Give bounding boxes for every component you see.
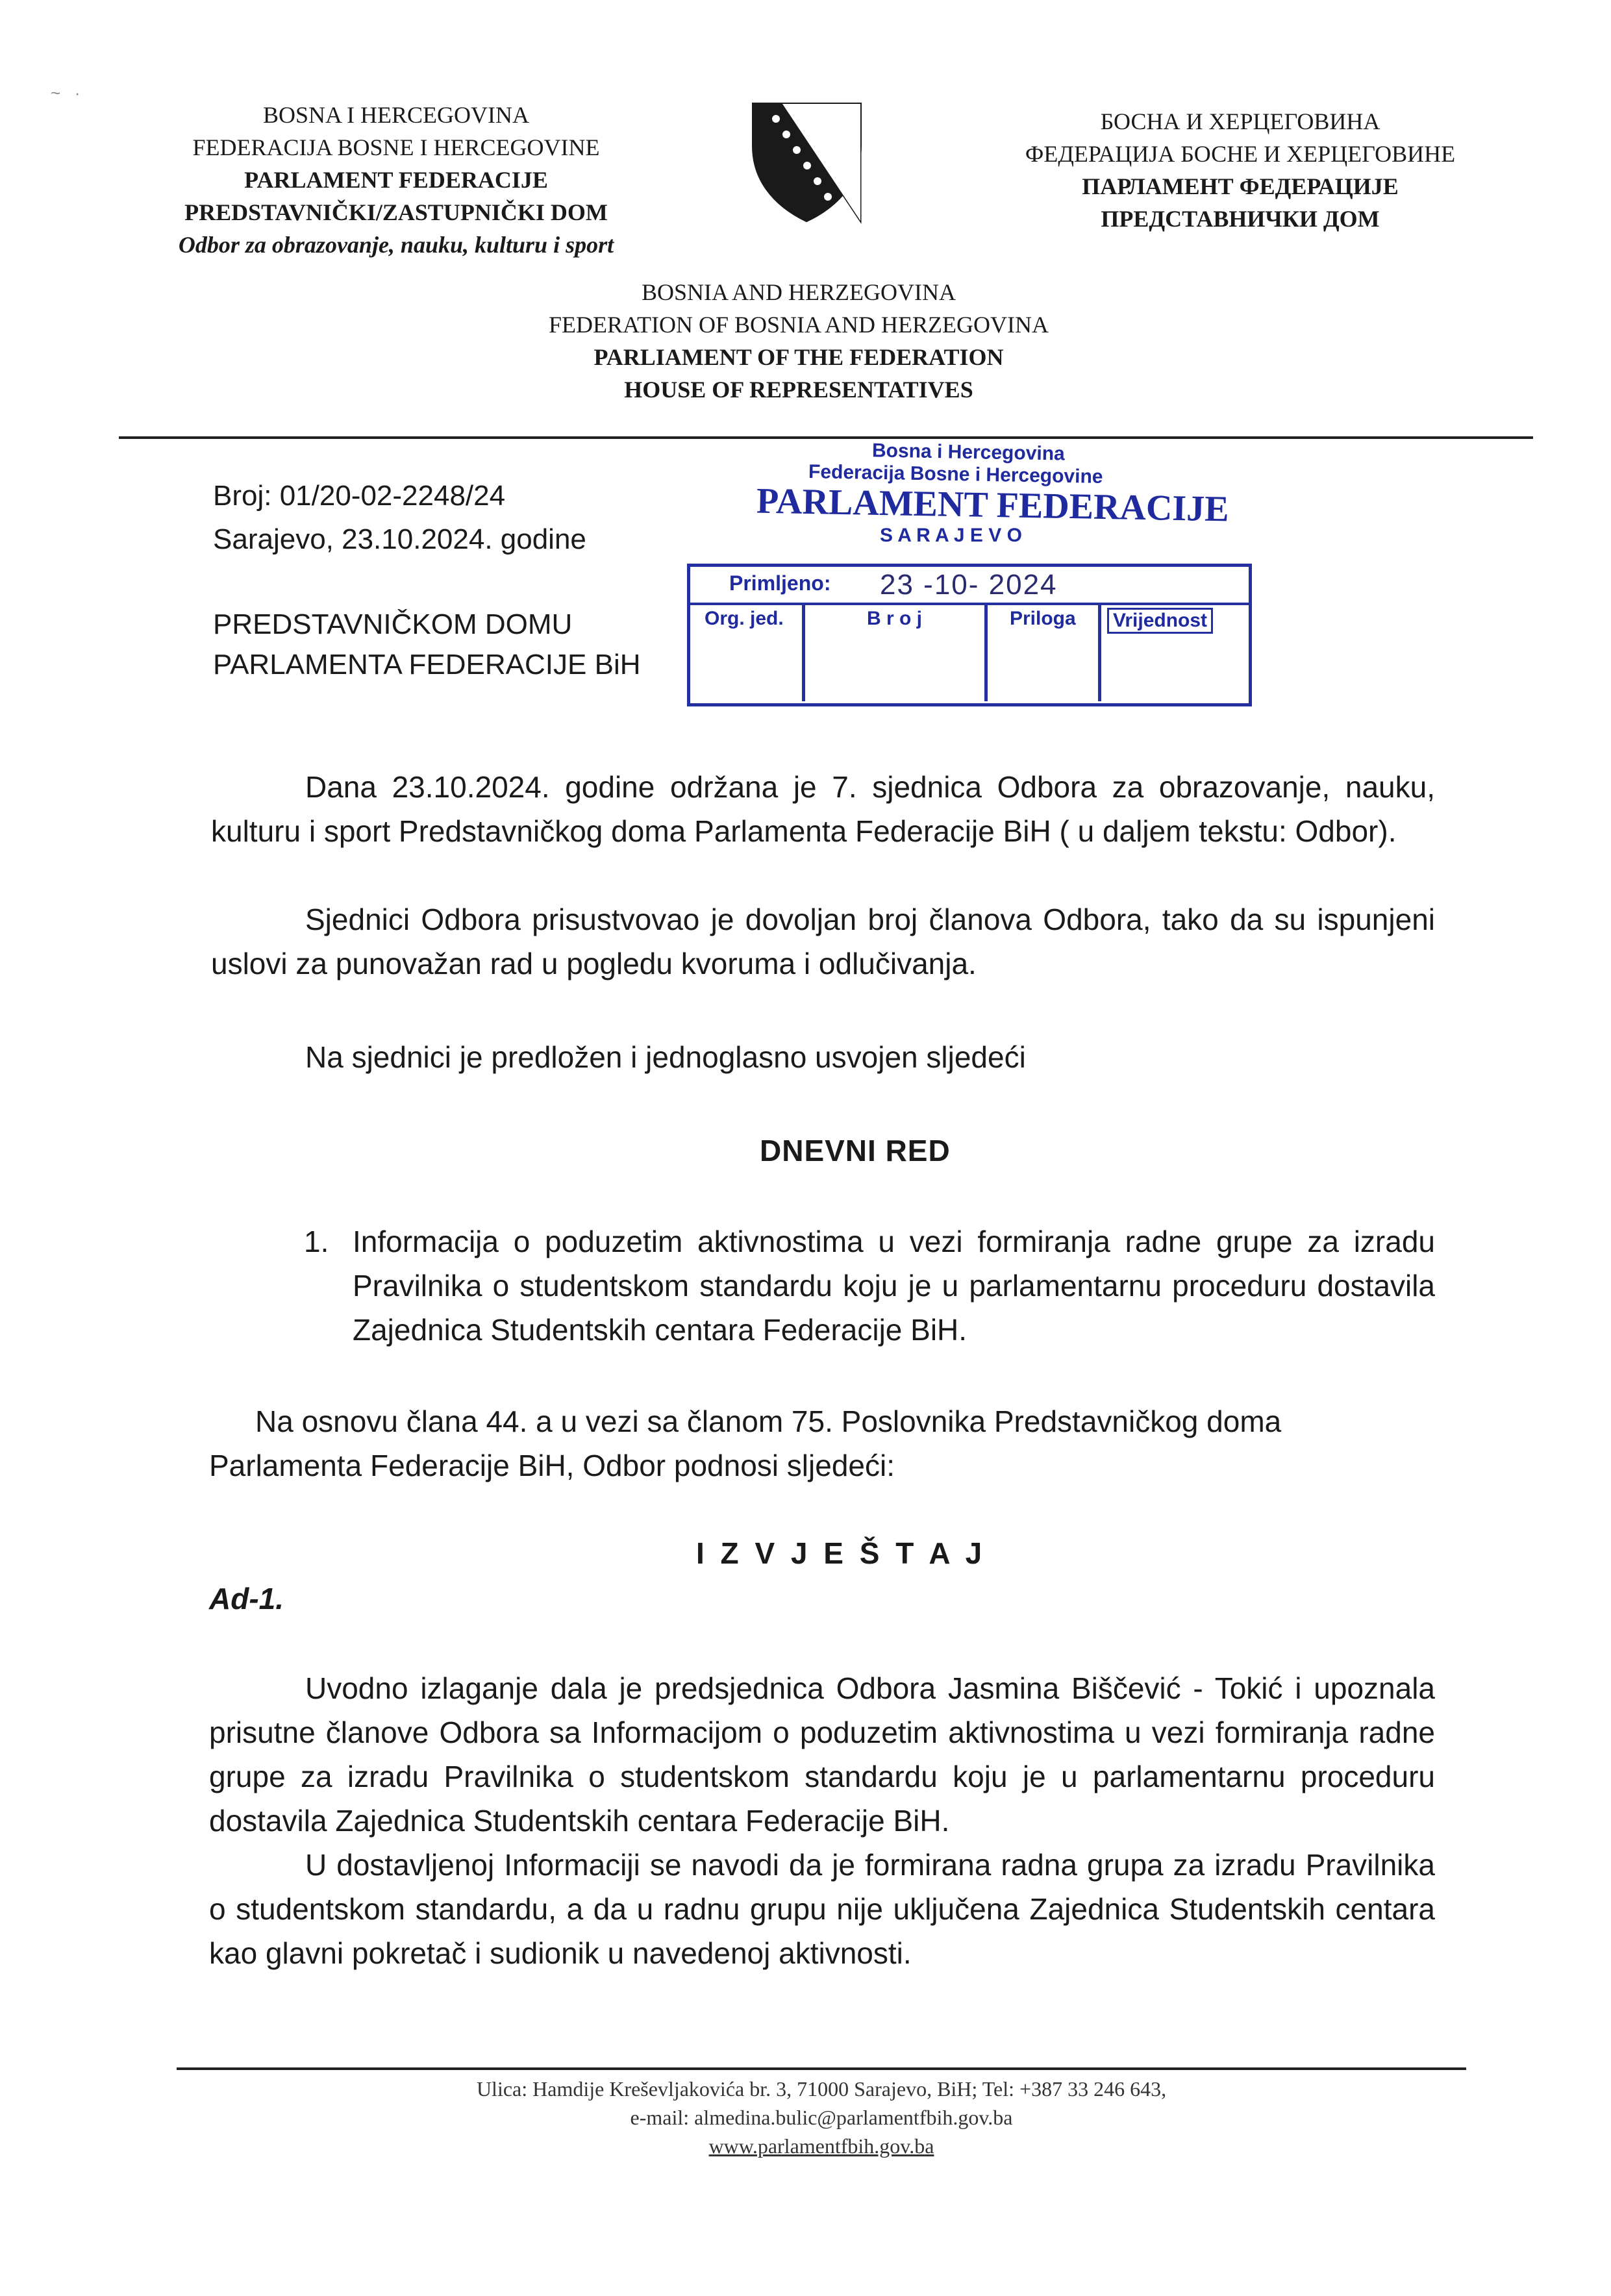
report-title: I Z V J E Š T A J [696, 1536, 986, 1570]
paragraph-6-text: U dostavljenoj Informaciji se navodi da je formirana radna grupa za izradu Pravilnika o studentskom standardu, a da u radnu grupu nije uključena Zajednica Studentskih centara kao glavni pokretač i sudionik u navedenoj aktivnosti. [209, 1848, 1435, 1970]
footer [177, 2075, 1466, 2160]
header-left-line1: BOSNA I HERCEGOVINA [262, 102, 529, 128]
stamp-received-label: Primljeno: [729, 571, 831, 595]
footer-divider [177, 2067, 1466, 2070]
recipient-line1: PREDSTAVNIČKOM DOMU [213, 608, 573, 640]
stamp-line3: PARLAMENT FEDERACIJE [756, 480, 1230, 530]
header-right-line2: ФЕДЕРАЦИЈА БОСНЕ И ХЕРЦЕГОВИНЕ [1025, 141, 1456, 167]
stamp-col-vrijednost: Vrijednost [1107, 608, 1213, 634]
recipient-line2: PARLAMENTA FEDERACIJE BiH [213, 649, 641, 680]
header-center-line4: HOUSE OF REPRESENTATIVES [624, 377, 973, 403]
paragraph-5-text: Uvodno izlaganje dala je predsjednica Odbora Jasmina Biščević - Tokić i upoznala prisutne članove Odbora sa Informacijom o poduzetim aktivnostima u vezi formiranja radne grupe za izradu Pravilnika o studentskom standardu koju je u parlamentarnu proceduru dostavila Zajednica Studentskih centara Federacije BiH. [209, 1671, 1435, 1838]
stamp-col-org: Org. jed. [705, 608, 784, 629]
footer-address: Ulica: Hamdije Kreševljakovića br. 3, 71000 Sarajevo, BiH; Tel: +387 33 246 643, [476, 2077, 1167, 2101]
header-center [481, 276, 1117, 406]
paragraph-5 [209, 1666, 1435, 1843]
stamp-col-sep1 [802, 604, 805, 701]
paragraph-6 [209, 1843, 1435, 1975]
agenda-item-1: Informacija o poduzetim aktivnostima u vezi formiranja radne grupe za izradu Pravilnika o studentskom standardu koju je u parlamentarnu proceduru dostavila Zajednica Studentskih centara Federacije BiH. [353, 1225, 1435, 1347]
header-left-line3: PARLAMENT FEDERACIJE [244, 167, 548, 193]
paragraph-1-text: Dana 23.10.2024. godine održana je 7. sjednica Odbora za obrazovanje, nauku, kulturu i sport Predstavničkog doma Parlamenta Federacije BiH ( u daljem tekstu: Odbor). [211, 770, 1435, 848]
header-left [136, 99, 656, 261]
header-center-line1: BOSNIA AND HERZEGOVINA [642, 279, 956, 305]
stamp-line2: Federacija Bosne i Hercegovine [808, 461, 1103, 488]
header-center-line3: PARLIAMENT OF THE FEDERATION [593, 344, 1004, 370]
stamp-received-date: 23 -10- 2024 [880, 569, 1058, 601]
header-left-line4: PREDSTAVNIČKI/ZASTUPNIČKI DOM [184, 199, 608, 225]
paragraph-2 [211, 897, 1435, 986]
stamp-col-broj: B r o j [867, 608, 923, 629]
document-date: Sarajevo, 23.10.2024. godine [213, 523, 586, 555]
coat-of-arms-icon [750, 101, 864, 224]
footer-email[interactable]: e-mail: almedina.bulic@parlamentfbih.gov.ba [630, 2106, 1013, 2129]
header-right [974, 105, 1506, 235]
stamp-col-sep2 [984, 604, 988, 701]
paragraph-1 [211, 765, 1435, 853]
paragraph-4-line1: Na osnovu člana 44. a u vezi sa članom 75. Poslovnika Predstavničkog doma [255, 1404, 1282, 1438]
paragraph-2-text: Sjednici Odbora prisustvovao je dovoljan broj članova Odbora, tako da su ispunjeni uslovi za punovažan rad u pogledu kvoruma i odlučivanja. [211, 903, 1435, 980]
ad-1-label: Ad-1. [209, 1582, 284, 1616]
scan-mark: ~ · [51, 83, 81, 103]
header-divider [119, 436, 1533, 439]
stamp-line1: Bosna i Hercegovina [871, 440, 1066, 465]
header-right-line4: ПРЕДСТАВНИЧКИ ДОМ [1101, 206, 1380, 232]
header-left-line5: Odbor za obrazovanje, nauku, kulturu i sport [178, 232, 614, 258]
header-left-line2: FEDERACIJA BOSNE I HERCEGOVINE [192, 134, 600, 160]
receipt-stamp [685, 442, 1256, 727]
agenda-title: DNEVNI RED [760, 1134, 951, 1167]
document-number: Broj: 01/20-02-2248/24 [213, 480, 506, 512]
header-right-line1: БОСНА И ХЕРЦЕГОВИНА [1100, 108, 1380, 134]
stamp-row-divider [687, 603, 1249, 605]
stamp-line4: S A R A J E V O [880, 525, 1022, 546]
header-right-line3: ПАРЛАМЕНТ ФЕДЕРАЦИЈЕ [1082, 173, 1399, 199]
agenda-item-number: 1. [304, 1225, 329, 1258]
stamp-col-sep3 [1098, 604, 1101, 701]
stamp-col-priloga: Priloga [1010, 608, 1076, 629]
header-center-line2: FEDERATION OF BOSNIA AND HERZEGOVINA [548, 312, 1049, 338]
paragraph-4-line2: Parlamenta Federacije BiH, Odbor podnosi sljedeći: [209, 1449, 895, 1482]
footer-website-link[interactable]: www.parlamentfbih.gov.ba [708, 2134, 934, 2158]
paragraph-3: Na sjednici je predložen i jednoglasno usvojen sljedeći [305, 1040, 1026, 1074]
